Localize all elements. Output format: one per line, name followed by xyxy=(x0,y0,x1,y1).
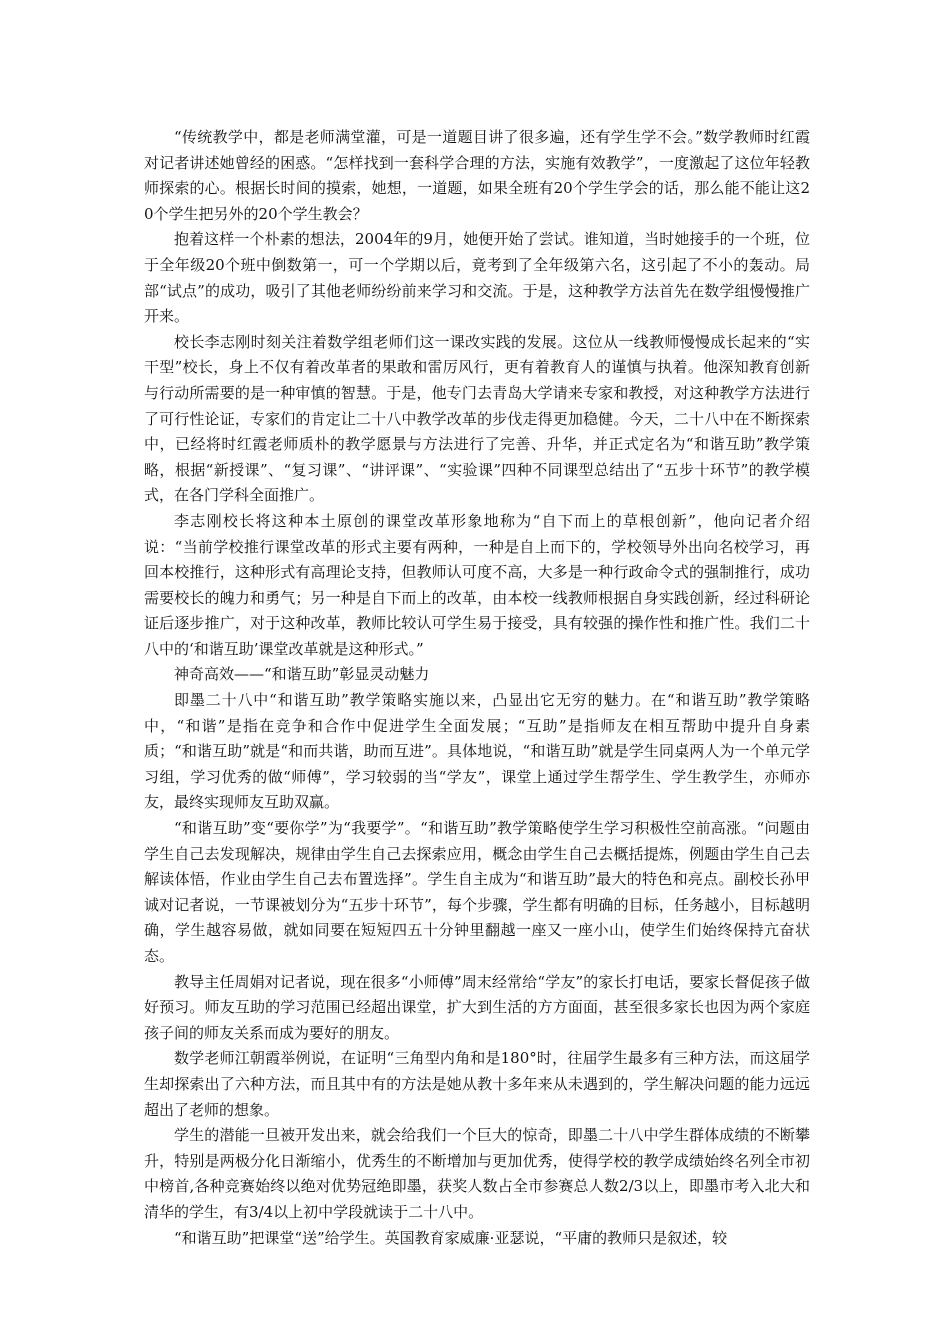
section-heading: 神奇高效——“和谐互助”彰显灵动魅力 xyxy=(174,665,430,684)
paragraph-4: 李志刚校长将这种本土原创的课堂改革形象地称为“自下而上的草根创新”，他向记者介绍说：“当前学校推行课堂改革的形式主要有两种，一种是自上而下的，学校领导外出向名校学习，再回本校推行，这种形式有高理论支持，但教师认可度不高，大多是一种行政命令式的强制推行，成功需要校长的魄力和勇气；另一种是自下而上的改革，由本校一线教师根据自身实践创新，经过科研论证后逐步推广，对于这种改革，教师比较认可学生易于接受，具有较强的操作性和推广性。我们二十八中的‘和谐互助’课堂改革就是这种形式。” xyxy=(144,511,810,658)
paragraph-7: 教导主任周娟对记者说，现在很多“小师傅”周末经常给“学友”的家长打电话，要家长督促孩子做好预习。师友互助的学习范围已经超出课堂，扩大到生活的方方面面，甚至很多家长也因为两个家庭孩子间的师友关系而成为要好的朋友。 xyxy=(144,972,810,1042)
paragraph-6: “和谐互助”变“要你学”为“我要学”。“和谐互助”教学策略使学生学习积极性空前高涨。“问题由学生自己去发现解决，规律由学生自己去探索应用，概念由学生自己去概括提炼，例题由学生自己去解读体悟，作业由学生自己去布置选择”。学生自主成为“和谐互助”最大的特色和亮点。副校长孙甲诚对记者说，一节课被划分为“五步十环节”，每个步骤，学生都有明确的目标，任务越小，目标越明确，学生越容易做，就如同要在短短四五十分钟里翻越一座又一座小山，使学生们始终保持亢奋状态。 xyxy=(144,819,810,965)
paragraph-10: “和谐互助”把课堂“送”给学生。英国教育家威廉·亚瑟说，“平庸的教师只是叙述，较 xyxy=(174,1228,728,1247)
paragraph-2: 抱着这样一个朴素的想法，2004年的9月，她便开始了尝试。谁知道，当时她接手的一个班，位于全年级20个班中倒数第一，可一个学期以后，竟考到了全年级第六名，这引起了不小的轰动。局部“试点”的成功，吸引了其他老师纷纷前来学习和交流。于是，这种教学方法首先在数学组慢慢推广开来。 xyxy=(144,230,810,326)
paragraph-3: 校长李志刚时刻关注着数学组老师们这一课改实践的发展。这位从一线教师慢慢成长起来的“实干型”校长，身上不仅有着改革者的果敢和雷厉风行，更有着教育人的谨慎与执着。他深知教育创新与行动所需要的是一种审慎的智慧。于是，他专门去青岛大学请来专家和教授，对这种教学方法进行了可行性论证，专家们的肯定让二十八中教学改革的步伐走得更加稳健。今天，二十八中在不断探索中，已经将时红霞老师质朴的教学愿景与方法进行了完善、升华，并正式定名为“和谐互助”教学策略，根据“新授课”、“复习课”、“讲评课”、“实验课”四种不同课型总结出了“五步十环节”的教学模式，在各门学科全面推广。 xyxy=(144,332,810,505)
paragraph-8: 数学老师江朝霞举例说，在证明“三角型内角和是180°时，往届学生最多有三种方法，而这届学生却探索出了六种方法，而且其中有的方法是她从教十多年来从未遇到的，学生解决问题的能力远远超出了老师的想象。 xyxy=(144,1049,810,1119)
paragraph-9: 学生的潜能一旦被开发出来，就会给我们一个巨大的惊奇，即墨二十八中学生群体成绩的不断攀升，特别是两极分化日渐缩小，优秀生的不断增加与更加优秀，使得学校的教学成绩始终名列全市初中榜首,各种竞赛始终以绝对优势冠绝即墨，获奖人数占全市参赛总人数2/3以上，即墨市考入北大和清华的学生，有3/4以上初中学段就读于二十八中。 xyxy=(144,1126,810,1221)
document-body xyxy=(144,125,810,1251)
paragraph-5: 即墨二十八中“和谐互助”教学策略实施以来，凸显出它无穷的魅力。在“和谐互助”教学策略中，“和谐”是指在竞争和合作中促进学生全面发展；“互助”是指师友在相互帮助中提升自身素质；“和谐互助”就是“和而共谐，助而互进”。具体地说，“和谐互助”就是学生同桌两人为一个单元学习组，学习优秀的做“师傅”，学习较弱的当“学友”，课堂上通过学生帮学生、学生教学生，亦师亦友，最终实现师友互助双赢。 xyxy=(144,691,810,812)
paragraph-1: “传统教学中，都是老师满堂灌，可是一道题目讲了很多遍，还有学生学不会。”数学教师时红霞对记者讲述她曾经的困惑。“怎样找到一套科学合理的方法，实施有效教学”，一度激起了这位年轻教师探索的心。根据长时间的摸索，她想，一道题，如果全班有20个学生学会的话，那么能不能让这20个学生把另外的20个学生教会？ xyxy=(144,128,810,223)
